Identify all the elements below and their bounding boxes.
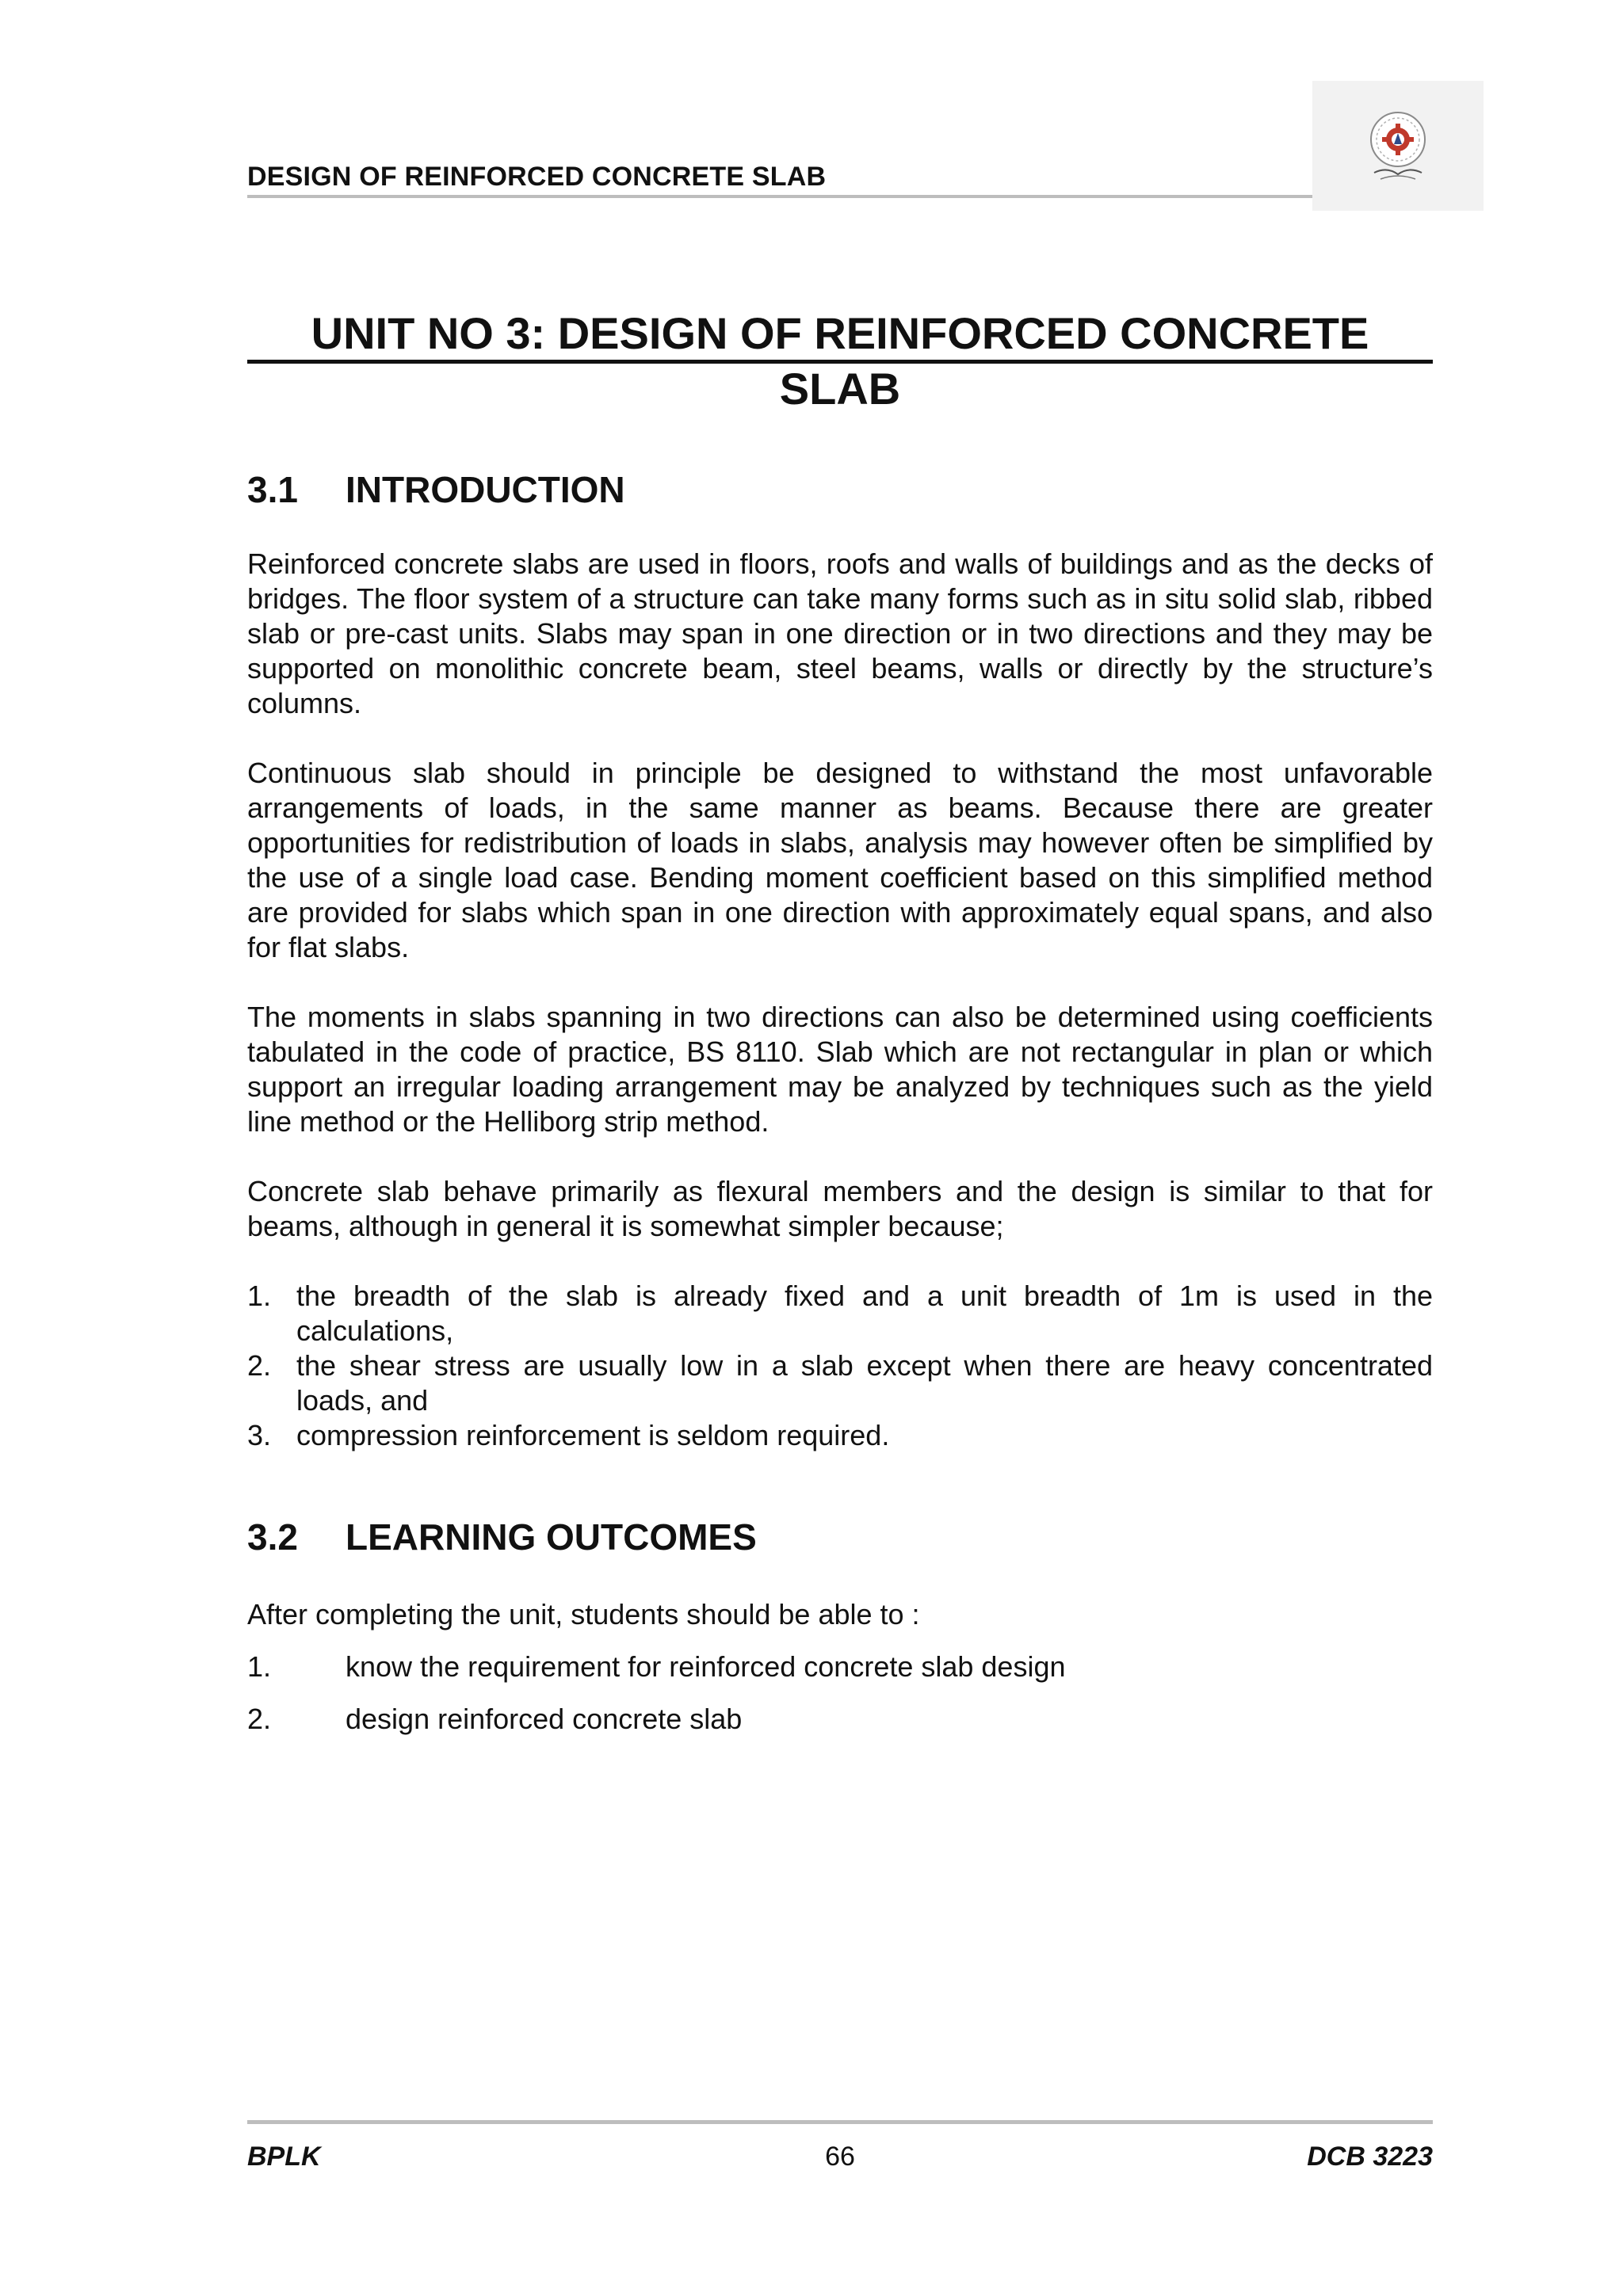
footer-course-code: DCB 3223: [1307, 2142, 1433, 2172]
page-number: 66: [825, 2142, 855, 2172]
list-item: [247, 1702, 1066, 1754]
section-number: 3.2: [247, 1516, 298, 1558]
list-item: [247, 1348, 1433, 1418]
section-title: INTRODUCTION: [346, 469, 625, 510]
section-heading-introduction: [247, 467, 625, 512]
list-item: [247, 1650, 1066, 1702]
unit-title: UNIT NO 3: DESIGN OF REINFORCED CONCRETE SLAB: [311, 308, 1369, 414]
section-number: 3.1: [247, 469, 298, 510]
list-item-text: design reinforced concrete slab: [346, 1703, 743, 1735]
title-underline: [247, 360, 1433, 364]
paragraph: Continuous slab should in principle be designed to withstand the most unfavorable arrangements of loads, in the same manner as beams. Because there are greater opportunities for redistribution of loads in slabs, analysis may however often be simplified by the use of a single load case. Bending moment coefficient based on this simplified method are provided for slabs which span in one direction with approximately equal spans, and also for flat slabs.: [247, 757, 1433, 963]
outcomes-list: [247, 1650, 1066, 1754]
section-heading-learning-outcomes: [247, 1515, 757, 1559]
running-header: DESIGN OF REINFORCED CONCRETE SLAB: [247, 162, 827, 192]
footer-left-label: BPLK: [247, 2142, 321, 2172]
list-item-text: know the requirement for reinforced concrete slab design: [346, 1650, 1066, 1683]
section-title: LEARNING OUTCOMES: [346, 1516, 757, 1558]
list-item-text: the shear stress are usually low in a slab except when there are heavy concentrated loads, and: [296, 1349, 1433, 1417]
footer-rule: [247, 2120, 1433, 2124]
list-marker: 3.: [247, 1419, 272, 1451]
list-item-text: the breadth of the slab is already fixed and a unit breadth of 1m is used in the calculations,: [296, 1280, 1433, 1347]
list-item-text: compression reinforcement is seldom required.: [296, 1419, 890, 1451]
list-marker: 2.: [247, 1349, 272, 1382]
list-item: [247, 1418, 1433, 1453]
list-marker: 1.: [247, 1650, 272, 1683]
header-rule: [247, 195, 1312, 198]
list-marker: 1.: [247, 1280, 272, 1312]
institution-seal-icon: [1363, 108, 1433, 184]
logo: [1312, 81, 1484, 211]
list-item: [247, 1279, 1433, 1348]
paragraph: Concrete slab behave primarily as flexural members and the design is similar to that for beams, although in general it is somewhat simpler because;: [247, 1175, 1433, 1242]
paragraph: Reinforced concrete slabs are used in floors, roofs and walls of buildings and as the decks of bridges. The floor system of a structure can take many forms such as in situ solid slab, ribbed slab or pre-cast units. Slabs may span in one direction or in two directions and they may be supported on monolithic concrete beam, steel beams, walls or directly by the structure’s columns.: [247, 547, 1433, 719]
paragraph: The moments in slabs spanning in two directions can also be determined using coefficients tabulated in the code of practice, BS 8110. Slab which are not rectangular in plan or which support an irregular loading arrangement may be analyzed by techniques such as the yield line method or the Helliborg strip method.: [247, 1001, 1433, 1138]
outcomes-intro: After completing the unit, students should be able to :: [247, 1598, 920, 1630]
reasons-list: [247, 1279, 1433, 1453]
list-marker: 2.: [247, 1703, 272, 1735]
